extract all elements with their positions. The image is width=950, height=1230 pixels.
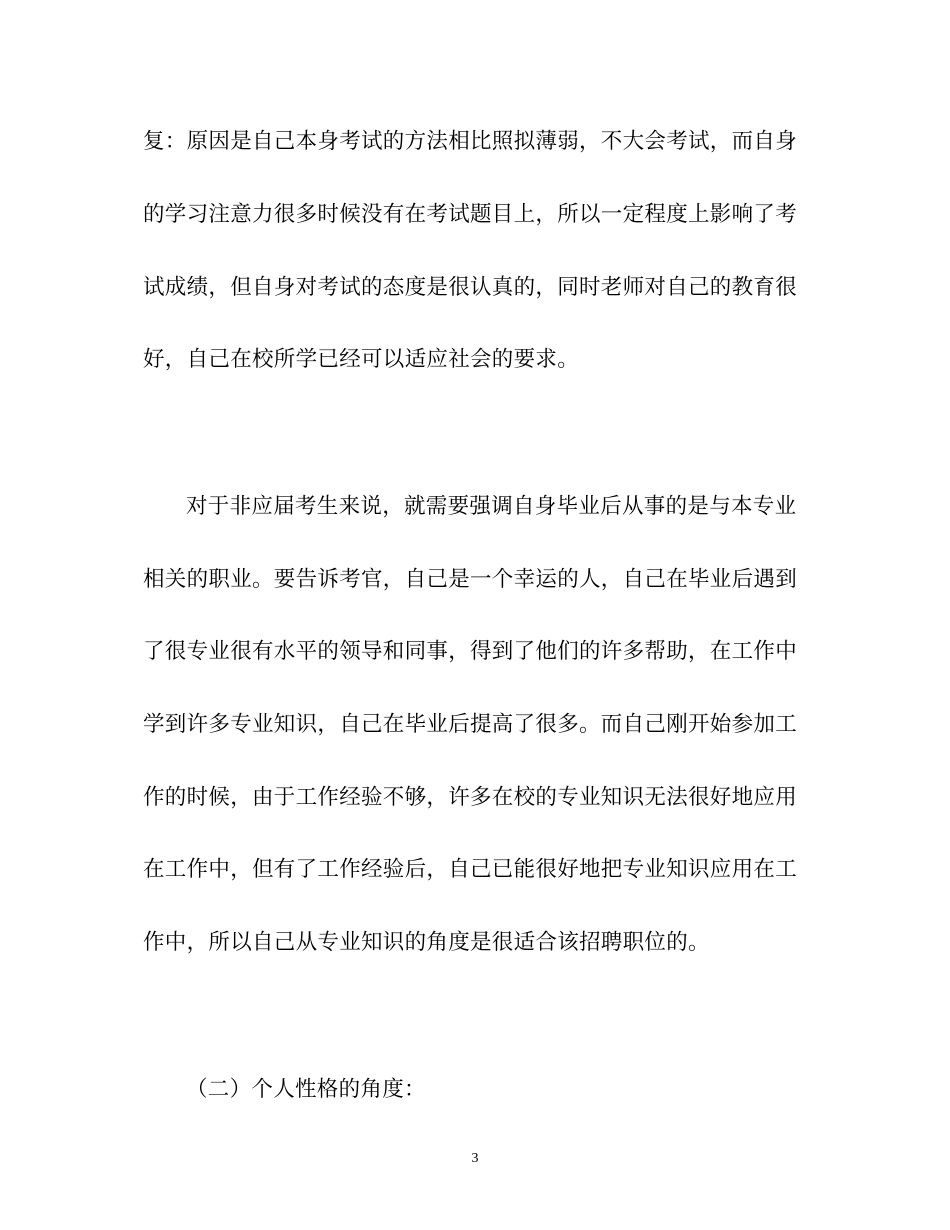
paragraph-1-line-2: 的学习注意力很多时候没有在考试题目上，所以一定程度上影响了考 — [143, 202, 798, 227]
paragraph-2-line-4: 学到许多专业知识，自己在毕业后提高了很多。而自己刚开始参加工 — [143, 712, 798, 737]
paragraph-2-line-7: 作中，所以自己从专业知识的角度是很适合该招聘职位的。 — [143, 930, 710, 955]
page-number: 3 — [471, 1151, 479, 1166]
paragraph-1-line-3: 试成绩，但自身对考试的态度是很认真的，同时老师对自己的教育很 — [143, 275, 798, 300]
paragraph-2-line-3: 了很专业很有水平的领导和同事，得到了他们的许多帮助，在工作中 — [143, 639, 798, 664]
paragraph-1-line-4: 好，自己在校所学已经可以适应社会的要求。 — [143, 347, 580, 372]
paragraph-2-line-6: 在工作中，但有了工作经验后，自己已能很好地把专业知识应用在工 — [143, 857, 798, 882]
paragraph-2-line-5: 作的时候，由于工作经验不够，许多在校的专业知识无法很好地应用 — [143, 785, 798, 810]
paragraph-2-line-2: 相关的职业。要告诉考官，自己是一个幸运的人，自己在毕业后遇到 — [143, 567, 798, 592]
section-heading: （二）个人性格的角度： — [186, 1077, 426, 1102]
paragraph-1-line-1: 复：原因是自己本身考试的方法相比照拟薄弱，不大会考试，而自身 — [143, 129, 798, 154]
paragraph-2-line-1: 对于非应届考生来说，就需要强调自身毕业后从事的是与本专业 — [186, 494, 797, 519]
